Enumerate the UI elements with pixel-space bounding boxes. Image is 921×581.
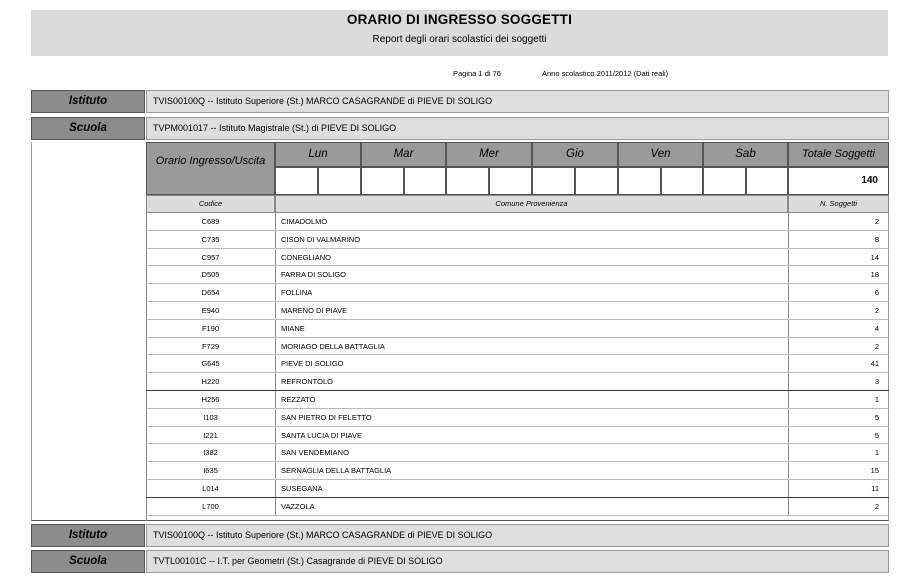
istituto-row-2: [31, 524, 889, 547]
istituto-label: Istituto: [31, 90, 145, 113]
cell-comune: MIANE: [275, 320, 788, 337]
time-cell-ven-in: [618, 167, 661, 195]
cell-codice: I103: [203, 412, 218, 422]
col-header-nsoggetti: N. Soggetti: [788, 195, 889, 213]
cell-nsoggetti: 5: [788, 427, 889, 444]
table-row: [146, 249, 889, 267]
cell-nsoggetti: 3: [788, 373, 889, 390]
cell-nsoggetti: 2: [788, 302, 889, 319]
day-header-gio: Gio: [532, 142, 618, 167]
time-cell-gio-in: [532, 167, 575, 195]
cell-comune: SERNAGLIA DELLA BATTAGLIA: [275, 462, 788, 479]
cell-codice: G645: [201, 359, 220, 369]
time-cell-lun-in: [275, 167, 318, 195]
table-row: [146, 391, 889, 409]
cell-comune: FARRA DI SOLIGO: [275, 266, 788, 283]
time-cell-ven-out: [661, 167, 703, 195]
report-subtitle: Report degli orari scolastici dei soggetti: [372, 34, 547, 45]
cell-nsoggetti: 14: [788, 249, 889, 266]
table-row: [146, 373, 889, 391]
cell-comune: SANTA LUCIA DI PIAVE: [275, 427, 788, 444]
istituto-label-2: Istituto: [31, 524, 145, 547]
cell-nsoggetti: 2: [788, 498, 889, 515]
table-row: [146, 213, 889, 231]
istituto-value-2: TVIS00100Q -- Istituto Superiore (St.) MARCO CASAGRANDE di PIEVE DI SOLIGO: [146, 524, 889, 547]
table-row: [146, 266, 889, 284]
cell-codice: D505: [201, 270, 220, 280]
cell-nsoggetti: 2: [788, 338, 889, 355]
cell-nsoggetti: 5: [788, 409, 889, 426]
cell-nsoggetti: 1: [788, 391, 889, 408]
total-value: 140: [788, 167, 889, 195]
col-header-codice: Codice: [146, 195, 275, 213]
table-row: [146, 338, 889, 356]
cell-nsoggetti: 8: [788, 231, 889, 248]
cell-comune: CISON DI VALMARINO: [275, 231, 788, 248]
cell-codice: C957: [201, 252, 220, 262]
time-cell-sab-in: [703, 167, 746, 195]
scuola-value-2: TVTL00101C -- I.T. per Geometri (St.) Casagrande di PIEVE DI SOLIGO: [146, 550, 889, 573]
cell-comune: REFRONTOLO: [275, 373, 788, 390]
cell-nsoggetti: 11: [788, 480, 889, 497]
table-row: [146, 231, 889, 249]
time-cell-mar-in: [361, 167, 404, 195]
table-row: [146, 444, 889, 462]
table-row: [146, 302, 889, 320]
col-header-comune: Comune Provenienza: [275, 195, 788, 213]
cell-codice: C735: [201, 234, 220, 244]
cell-codice: F190: [201, 323, 220, 333]
orario-header: Orario Ingresso/Uscita: [146, 142, 275, 195]
day-header-mar: Mar: [361, 142, 446, 167]
cell-comune: MORIAGO DELLA BATTAGLIA: [275, 338, 788, 355]
table-row: [146, 284, 889, 302]
time-cell-sab-out: [746, 167, 788, 195]
time-cell-mer-in: [446, 167, 489, 195]
cell-codice: I382: [203, 448, 218, 458]
cell-codice: L014: [202, 483, 219, 493]
cell-nsoggetti: 2: [788, 213, 889, 230]
cell-comune: REZZATO: [275, 391, 788, 408]
cell-comune: PIEVE DI SOLIGO: [275, 355, 788, 372]
cell-nsoggetti: 15: [788, 462, 889, 479]
day-header-lun: Lun: [275, 142, 361, 167]
table-row: [146, 480, 889, 498]
cell-codice: H256: [201, 394, 220, 404]
day-header-mer: Mer: [446, 142, 532, 167]
cell-nsoggetti: 41: [788, 355, 889, 372]
cell-nsoggetti: 6: [788, 284, 889, 301]
cell-nsoggetti: 4: [788, 320, 889, 337]
cell-comune: SAN PIETRO DI FELETTO: [275, 409, 788, 426]
report-title: ORARIO DI INGRESSO SOGGETTI: [346, 12, 573, 27]
cell-codice: E940: [201, 305, 220, 315]
istituto-row: [31, 90, 889, 113]
day-header-ven: Ven: [618, 142, 703, 167]
cell-codice: I635: [203, 466, 218, 476]
table-row: [146, 320, 889, 338]
istituto-value: TVIS00100Q -- Istituto Superiore (St.) MARCO CASAGRANDE di PIEVE DI SOLIGO: [146, 90, 889, 113]
total-header: Totale Soggetti: [788, 142, 889, 167]
cell-comune: SUSEGANA: [275, 480, 788, 497]
day-header-sab: Sab: [703, 142, 788, 167]
cell-codice: I221: [203, 430, 218, 440]
cell-comune: FOLLINA: [275, 284, 788, 301]
scuola-row-2: [31, 550, 889, 573]
table-row: [146, 427, 889, 445]
time-cell-lun-out: [318, 167, 361, 195]
cell-codice: D654: [201, 288, 220, 298]
comune-list: [146, 213, 889, 516]
time-cell-gio-out: [575, 167, 618, 195]
school-year: Anno scolastico 2011/2012 (Dati reali): [542, 69, 669, 78]
scuola-value: TVPM001017 -- Istituto Magistrale (St.) di PIEVE DI SOLIGO: [146, 117, 889, 140]
scuola-row: [31, 117, 889, 140]
cell-codice: L700: [202, 501, 219, 511]
scuola-label-2: Scuola: [31, 550, 145, 573]
cell-comune: CONEGLIANO: [275, 249, 788, 266]
cell-codice: H220: [201, 377, 220, 387]
cell-comune: VAZZOLA: [275, 498, 788, 515]
table-row: [146, 498, 889, 516]
table-row: [146, 409, 889, 427]
cell-comune: CIMADOLMO: [275, 213, 788, 230]
cell-comune: SAN VENDEMIANO: [275, 444, 788, 461]
time-cell-mar-out: [404, 167, 446, 195]
cell-nsoggetti: 18: [788, 266, 889, 283]
table-row: [146, 355, 889, 373]
cell-codice: C689: [201, 217, 220, 226]
time-cell-mer-out: [489, 167, 532, 195]
scuola-label: Scuola: [31, 117, 145, 140]
table-row: [146, 462, 889, 480]
cell-codice: F729: [201, 341, 220, 351]
cell-nsoggetti: 1: [788, 444, 889, 461]
page-number: Pagina 1 di 76: [453, 69, 501, 78]
cell-comune: MARENO DI PIAVE: [275, 302, 788, 319]
report-title-band: [31, 10, 888, 56]
